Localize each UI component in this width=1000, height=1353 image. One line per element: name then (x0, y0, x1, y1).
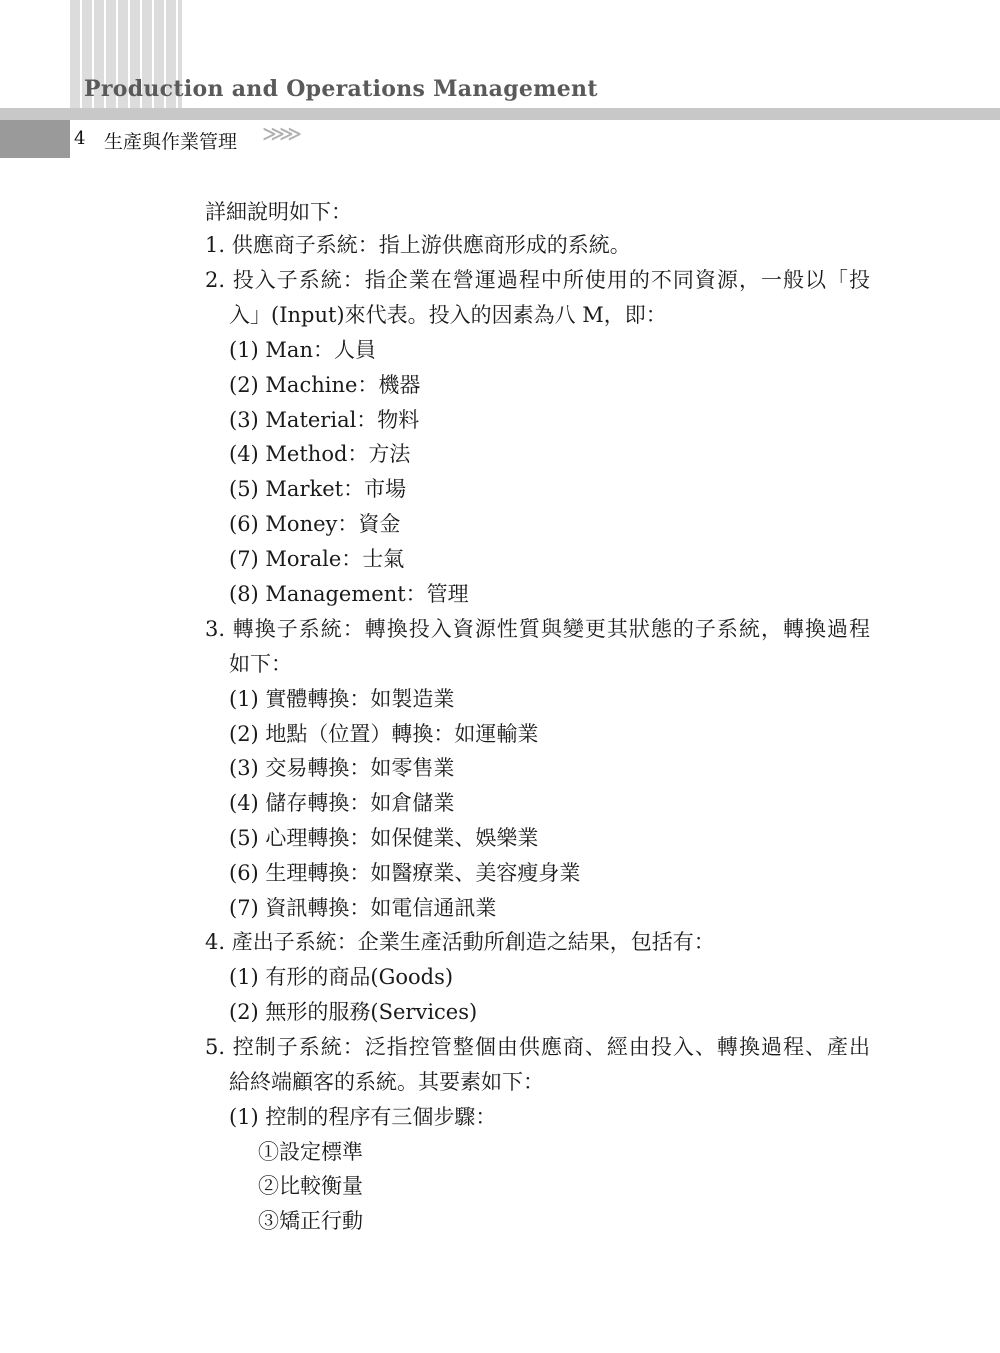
book-title: 生產與作業管理 (104, 131, 238, 153)
item-3-line-2: 如下： (229, 652, 292, 676)
page-number: 4 (74, 128, 86, 149)
list-item: (5) Market：市場 (229, 477, 407, 501)
list-item: (4) 儲存轉換：如倉儲業 (229, 791, 455, 815)
item-2-line-2: 入」(Input)來代表。投入的因素為八 M，即： (229, 303, 667, 327)
item-4: 4. 產出子系統：企業生產活動所創造之結果，包括有： (205, 930, 715, 954)
list-item: ②比較衡量 (258, 1174, 363, 1198)
item-3-line-1: 3. 轉換子系統：轉換投入資源性質與變更其狀態的子系統，轉換過程 (205, 617, 870, 641)
list-item: (6) 生理轉換：如醫療業、美容瘦身業 (229, 861, 581, 885)
list-item: (6) Money：資金 (229, 512, 401, 536)
list-item: (7) Morale：士氣 (229, 547, 405, 571)
list-item: (2) Machine：機器 (229, 373, 421, 397)
list-item: (8) Management：管理 (229, 582, 469, 606)
item-2-line-1: 2. 投入子系統：指企業在營運過程中所使用的不同資源，一般以「投 (205, 268, 870, 292)
list-item: (3) Material：物料 (229, 408, 420, 432)
list-item: ①設定標準 (258, 1140, 363, 1164)
list-item: (4) Method：方法 (229, 442, 411, 466)
item-5-line-1: 5. 控制子系統：泛指控管整個由供應商、經由投入、轉換過程、產出 (205, 1035, 870, 1059)
list-item: (1) 控制的程序有三個步驟： (229, 1105, 497, 1129)
chevron-right-icon: ≫≫ (262, 122, 297, 147)
list-item: (2) 地點（位置）轉換：如運輸業 (229, 722, 539, 746)
item-5-line-2: 給終端顧客的系統。其要素如下： (229, 1070, 544, 1094)
item-1: 1. 供應商子系統：指上游供應商形成的系統。 (205, 233, 631, 257)
list-item: (1) 實體轉換：如製造業 (229, 687, 455, 711)
list-item: (5) 心理轉換：如保健業、娛樂業 (229, 826, 539, 850)
list-item: (2) 無形的服務(Services) (229, 1000, 478, 1024)
running-title: Production and Operations Management (84, 76, 598, 102)
list-item: (1) 有形的商品(Goods) (229, 965, 454, 989)
list-item: ③矯正行動 (258, 1209, 363, 1233)
intro-text: 詳細說明如下： (205, 200, 352, 224)
list-item: (3) 交易轉換：如零售業 (229, 756, 455, 780)
list-item: (7) 資訊轉換：如電信通訊業 (229, 896, 497, 920)
list-item: (1) Man：人員 (229, 338, 376, 362)
